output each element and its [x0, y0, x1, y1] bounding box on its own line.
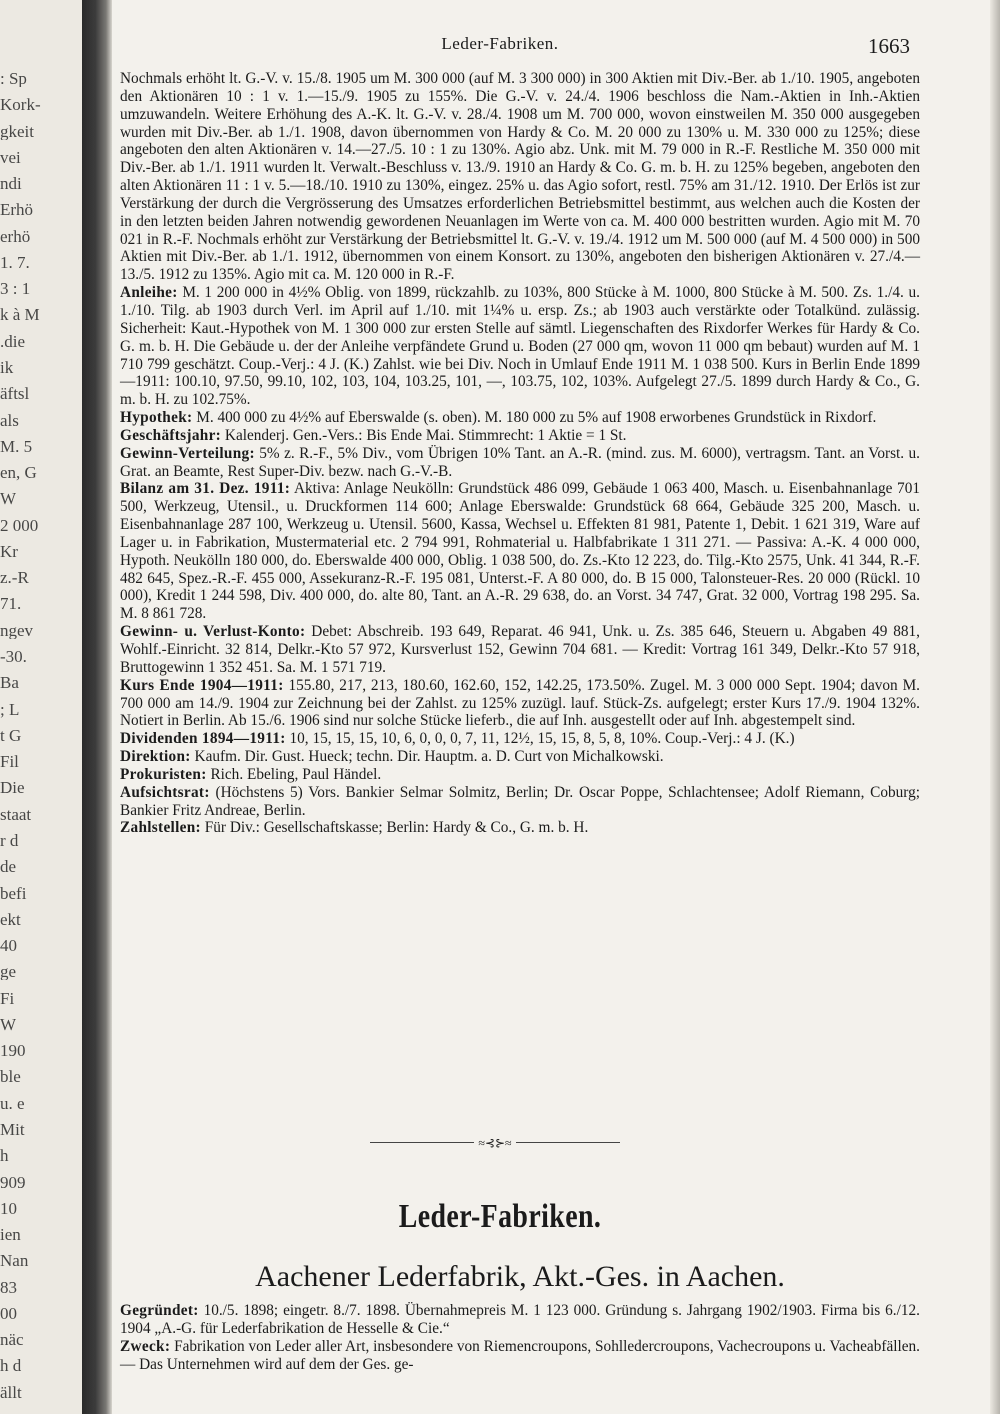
paragraph-aufsichtsrat [120, 784, 920, 820]
adjacent-page-fragment-line: 909 [0, 1174, 26, 1191]
adjacent-page-fragment-line: 10 [0, 1200, 17, 1217]
adjacent-page-fragment-line: Kork- [0, 96, 41, 113]
running-head: Leder-Fabriken. [441, 34, 559, 53]
paragraph-text: M. 1 200 000 in 4½% Oblig. von 1899, rückzahlb. zu 103%, 800 Stücke à M. 1000, 800 Stücke à M. 500. Zs. 1./4. u. 1./10. Tilg. ab 1903 durch Verl. im April auf 1./10. mit 1¼% u. ersp. Zs.; ab 1903 auch verstärkte oder Totalkünd. zulässig. Sicherheit: Kaut.-Hypothek von M. 1 300 000 zur ersten Stelle auf sämtl. Liegenschaften des Rixdorfer Werkes für Hardy & Co. G. m. b. H. Die Gebäude u. der der Anleihe verpfändete Grund u. Boden (27 000 qm, wovon 11 000 qm bebaut) wurden auf M. 1 710 799 geschätzt. Coup.-Verj.: 4 J. (K.) Zahlst. wie bei Div. Noch in Umlauf Ende 1911 M. 1 038 500. Kurs in Berlin Ende 1899—1911: 100.10, 97.50, 99.10, 102, 103, 104, 103.25, 101, —, 103.75, 102, 103%. Aufgelegt 27./5. 1899 durch Hardy & Co., G. m. b. H. zu 102.75%. [120, 284, 921, 409]
adjacent-page-fragment-line: vei [0, 149, 21, 166]
adjacent-page-fragment-line: W [0, 1016, 17, 1033]
paragraph-gewinn-verteilung [120, 445, 920, 481]
page-edge [990, 0, 1000, 1414]
adjacent-page-fragment-line: h d [0, 1357, 22, 1374]
adjacent-page-fragment-line: .die [0, 333, 26, 350]
paragraph-head: Anleihe: [120, 284, 178, 302]
paragraph-gegruendet [120, 1302, 920, 1338]
adjacent-page-fragment-line: 1. 7. [0, 254, 30, 271]
adjacent-page-fragment-line: -30. [0, 648, 27, 665]
paragraph-head: Zweck: [120, 1337, 171, 1355]
company-entry-text [120, 1302, 920, 1373]
paragraph-prokuristen [120, 766, 920, 784]
paragraph-direktion [120, 748, 920, 766]
paragraph-head: Gegründet: [120, 1302, 199, 1319]
paragraph-hypothek [120, 409, 920, 427]
adjacent-page-fragment-line: Erhö [0, 201, 34, 218]
paragraph-head: Hypothek: [120, 409, 193, 427]
paragraph-text: Kalenderj. Gen.-Vers.: Bis Ende Mai. Stimmrecht: 1 Aktie = 1 St. [224, 426, 627, 444]
paragraph-text: Kaufm. Dir. Gust. Hueck; techn. Dir. Hauptm. a. D. Curt von Michalkowski. [194, 748, 664, 766]
paragraph-zahlstellen [120, 819, 920, 837]
adjacent-page-fragment-line: ngev [0, 622, 34, 639]
adjacent-page-fragment-line: ndi [0, 175, 22, 192]
adjacent-page-fragment-line: ge [0, 963, 17, 980]
adjacent-page-fragment-line: als [0, 412, 19, 429]
paragraph-text: 5% z. R.-F., 5% Div., vom Übrigen 10% Tant. an A.-R. (mind. zus. M. 6000), vertragsm. Tant. an Vorst. u. Grat. an Beamte, Rest Super-Div. bezw. nach G.-V.-B. [120, 444, 920, 480]
adjacent-page-fragment-line: Nan [0, 1252, 29, 1269]
company-title: Aachener Lederfabrik, Akt.-Ges. in Aachen. [255, 1260, 785, 1293]
section-divider [370, 1136, 620, 1150]
adjacent-page-fragment-line: näc [0, 1331, 24, 1348]
adjacent-page-fragment-line: ekt [0, 911, 21, 928]
paragraph-head: Direktion: [120, 748, 191, 766]
adjacent-page-fragment-line: befi [0, 885, 27, 902]
adjacent-page-fragment-line: z.-R [0, 569, 29, 586]
adjacent-page-fragment-line: Ba [0, 674, 19, 691]
adjacent-page-fragment-line: 71. [0, 595, 22, 612]
adjacent-page-fragment-line: ien [0, 1226, 21, 1243]
adjacent-page-fragment-line: Fi [0, 990, 15, 1007]
adjacent-page-fragment [0, 0, 82, 1414]
divider-line [370, 1142, 474, 1143]
adjacent-page-fragment-line: u. e [0, 1095, 25, 1112]
divider-ornament-icon: ≈⊰⊱≈ [478, 1136, 512, 1150]
paragraph-zweck [120, 1338, 920, 1374]
main-entry-text [120, 70, 920, 837]
adjacent-page-fragment-line: k à M [0, 306, 40, 323]
adjacent-page-fragment-line: 3 : 1 [0, 280, 31, 297]
section-title: Leder-Fabriken. [398, 1198, 602, 1235]
paragraph-head: Aufsichtsrat: [120, 783, 210, 801]
paragraph-text: Für Div.: Gesellschaftskasse; Berlin: Hardy & Co., G. m. b. H. [204, 819, 589, 837]
adjacent-page-fragment-line: : Sp [0, 70, 27, 87]
paragraph-text: (Höchstens 5) Vors. Bankier Selmar Solmitz, Berlin; Dr. Oscar Poppe, Schlachtensee; Adolf Riemann, Coburg; Bankier Fritz Andreae, Berlin. [120, 783, 920, 819]
paragraph-head: Kurs Ende 1904—1911: [120, 676, 284, 694]
adjacent-page-fragment-line: de [0, 858, 17, 875]
adjacent-page-fragment-line: gkeit [0, 123, 34, 140]
paragraph-bilanz [120, 480, 920, 623]
paragraph-head: Zahlstellen: [120, 819, 201, 837]
adjacent-page-fragment-line: 00 [0, 1305, 17, 1322]
paragraph-text: Nochmals erhöht lt. G.-V. v. 15./8. 1905 um M. 300 000 (auf M. 3 300 000) in 300 Aktien mit Div.-Ber. ab 1./10. 1905, angeboten den Aktionären 10 : 1 v. 1.—15./9. 1905 zu 155%. Die G.-V. v. 24./4. 1906 beschloss die Nam.-Aktien in Inh.-Aktien umzuwandeln. Weitere Erhöhung des A.-K. lt. G.-V. v. 28./4. 1908 um M. 700 000, wovon einstweilen M. 350 000 ausgegeben wurden mit Div.-Ber. ab 1./1. 1908, davon übernommen von Hardy & Co. M. 20 000 zu 130% u. M. 330 000 zu 125%; diese angeboten den alten Aktionären v. 14.—27./5. 10 : 1 zu 130%. Agio abz. Unk. mit M. 79 000 in R.-F. Restliche M. 350 000 mit Div.-Ber. ab 1./1. 1911 wurden lt. Verwalt.-Beschluss v. 13./9. 1910 an Hardy & Co. G. m. b. H. zu 125% begeben, angeboten den alten Aktionären 11 : 1 v. 5.—18./10. 1910 zu 130%, eingez. 25% u. das Agio sofort, restl. 75% am 31./12. 1910. Der Erlös ist zur Verstärkung der durch die Vergrösserung des Umsatzes erforderlichen Betriebsmittel bestimmt, aus welchen auch die Kosten der in den letzten beiden Jahren notwendig gewordenen Neuanlagen im Werte von ca. M. 400 000 bestritten wurden. Agio mit M. 70 021 in R.-F. Nochmals erhöht zur Verstärkung der Betriebsmittel lt. G.-V. v. 19./4. 1912 um M. 500 000 (auf M. 4 500 000) in 500 Aktien mit Div.-Ber. ab 1./1. 1912, übernommen von einem Konsort. zu 130%, angeboten den bisherigen Aktionären v. 27./4.—13./5. 1912 zu 135%. Agio mit ca. M. 120 000 in R.-F. [120, 70, 920, 284]
adjacent-page-fragment-line: 83 [0, 1279, 17, 1296]
adjacent-page-fragment-line: ; L [0, 701, 20, 718]
paragraph-head: Gewinn- u. Verlust-Konto: [120, 623, 306, 641]
paragraph-geschaeftsjahr [120, 427, 920, 445]
paragraph-text: M. 400 000 zu 4½% auf Eberswalde (s. oben). M. 180 000 zu 5% auf 1908 erworbenes Grundstück in Rixdorf. [196, 409, 877, 427]
adjacent-page-fragment-line: Mit [0, 1121, 25, 1138]
paragraph-head: Geschäftsjahr: [120, 426, 222, 444]
adjacent-page-fragment-line: ble [0, 1068, 21, 1085]
page-number: 1663 [868, 34, 910, 58]
paragraph-capital-increases [120, 70, 920, 284]
adjacent-page-fragment-line: ik [0, 359, 14, 376]
paragraph-head: Gewinn-Verteilung: [120, 444, 255, 462]
paragraph-dividenden [120, 730, 920, 748]
paragraph-text: Aktiva: Anlage Neukölln: Grundstück 486 099, Gebäude 1 063 400, Masch. u. Eisenbahnanlage 701 500, Werkzeug, Utensil., u. Druckformen 114 600; Anlage Eberswalde: Grundstück 68 664, Gebäude 325 200, Masch. u. Eisenbahnanlage 287 100, Werkzeug u. Utensil. 5600, Kassa, Wechsel u. Effekten 81 981, Patente 1, Debit. 1 621 319, Ware auf Lager u. in Fabrikation, Mustermaterial etc. 2 794 991, Rohmaterial u. Halbfabrikate 1 311 271. — Passiva: A.-K. 4 000 000, Hypoth. Neukölln 180 000, do. Eberswalde 400 000, Oblig. 1 038 500, do. Zs.-Kto 12 223, do. Tilg.-Kto 2575, Unk. 41 344, R.-F. 482 645, Spez.-R.-F. 455 000, Assekuranz-R.-F. 195 081, Unterst.-F. A 80 000, do. B 15 000, Talonsteuer-Res. 20 000 (Rückl. 10 000), Kredit 1 244 598, Div. 400 000, do. alte 80, Tant. an A.-R. 29 638, do. an Vorst. 34 747, Grat. 32 000, Vortrag 198 295. Sa. M. 8 861 728. [120, 480, 920, 623]
paragraph-text: Debet: Abschreib. 193 649, Reparat. 46 941, Unk. u. Zs. 385 646, Steuern u. Abgaben 49 881, Wohlf.-Einricht. 32 814, Delkr.-Kto 57 972, Kursverlust 152, Gewinn 704 681. — Kredit: Vortrag 161 349, Delkr.-Kto 57 918, Bruttogewinn 1 352 451. Sa. M. 1 571 719. [120, 623, 920, 676]
paragraph-text: Fabrikation von Leder aller Art, insbesondere von Riemencroupons, Sohlledercroupons, Vachecroupons u. Vacheabfällen. — Das Unternehmen wird auf dem der Ges. ge- [120, 1337, 920, 1373]
adjacent-page-fragment-line: Die [0, 779, 25, 796]
paragraph-text: 10, 15, 15, 15, 10, 6, 0, 0, 0, 7, 11, 12½, 15, 15, 8, 5, 8, 10%. Coup.-Verj.: 4 J. (K.) [289, 730, 795, 748]
divider-line [516, 1142, 620, 1143]
adjacent-page-fragment-line: M. 5 [0, 438, 33, 455]
adjacent-page-fragment-line: W [0, 490, 17, 507]
paragraph-head: Dividenden 1894—1911: [120, 730, 286, 748]
paragraph-head: Bilanz am 31. Dez. 1911: [120, 480, 291, 498]
adjacent-page-fragment-line: Fil [0, 753, 19, 770]
adjacent-page-fragment-line: Kr [0, 543, 18, 560]
adjacent-page-fragment-line: en, G [0, 464, 37, 481]
paragraph-anleihe [120, 284, 920, 409]
adjacent-page-fragment-line: 40 [0, 937, 17, 954]
adjacent-page-fragment-line: 190 [0, 1042, 26, 1059]
adjacent-page-fragment-line: h [0, 1147, 9, 1164]
paragraph-text: Rich. Ebeling, Paul Händel. [210, 765, 382, 783]
adjacent-page-fragment-line: staat [0, 806, 32, 823]
adjacent-page-fragment-line: äftsl [0, 385, 30, 402]
adjacent-page-fragment-line: r d [0, 832, 19, 849]
paragraph-kurs [120, 677, 920, 731]
paragraph-text: 155.80, 217, 213, 180.60, 162.60, 152, 142.25, 173.50%. Zugel. M. 3 000 000 Sept. 1904; davon M. 700 000 am 14./9. 1904 zur Zeichnung bei der Zahlst. zu 125% zuzügl. lauf. Stück-Zs. aufgelegt; erster Kurs 17./9. 1904 132%. Notiert in Berlin. Ab 15./6. 1906 sind nur solche Stücke lieferb., die auf Inh. ausgestellt oder auf Inh. abgestempelt sind. [120, 676, 920, 730]
adjacent-page-fragment-line: ällt [0, 1384, 22, 1401]
adjacent-page-fragment-line: 2 000 [0, 517, 39, 534]
paragraph-gewinn-verlust [120, 623, 920, 677]
paragraph-text: 10./5. 1898; eingetr. 8./7. 1898. Übernahmepreis M. 1 123 000. Gründung s. Jahrgang 1902/1903. Firma bis 6./12. 1904 „A.-G. für Lederfabrikation de Hesselle & Cie.“ [120, 1302, 920, 1337]
paragraph-head: Prokuristen: [120, 765, 207, 783]
adjacent-page-fragment-line: t G [0, 727, 22, 744]
adjacent-page-fragment-line: erhö [0, 228, 31, 245]
